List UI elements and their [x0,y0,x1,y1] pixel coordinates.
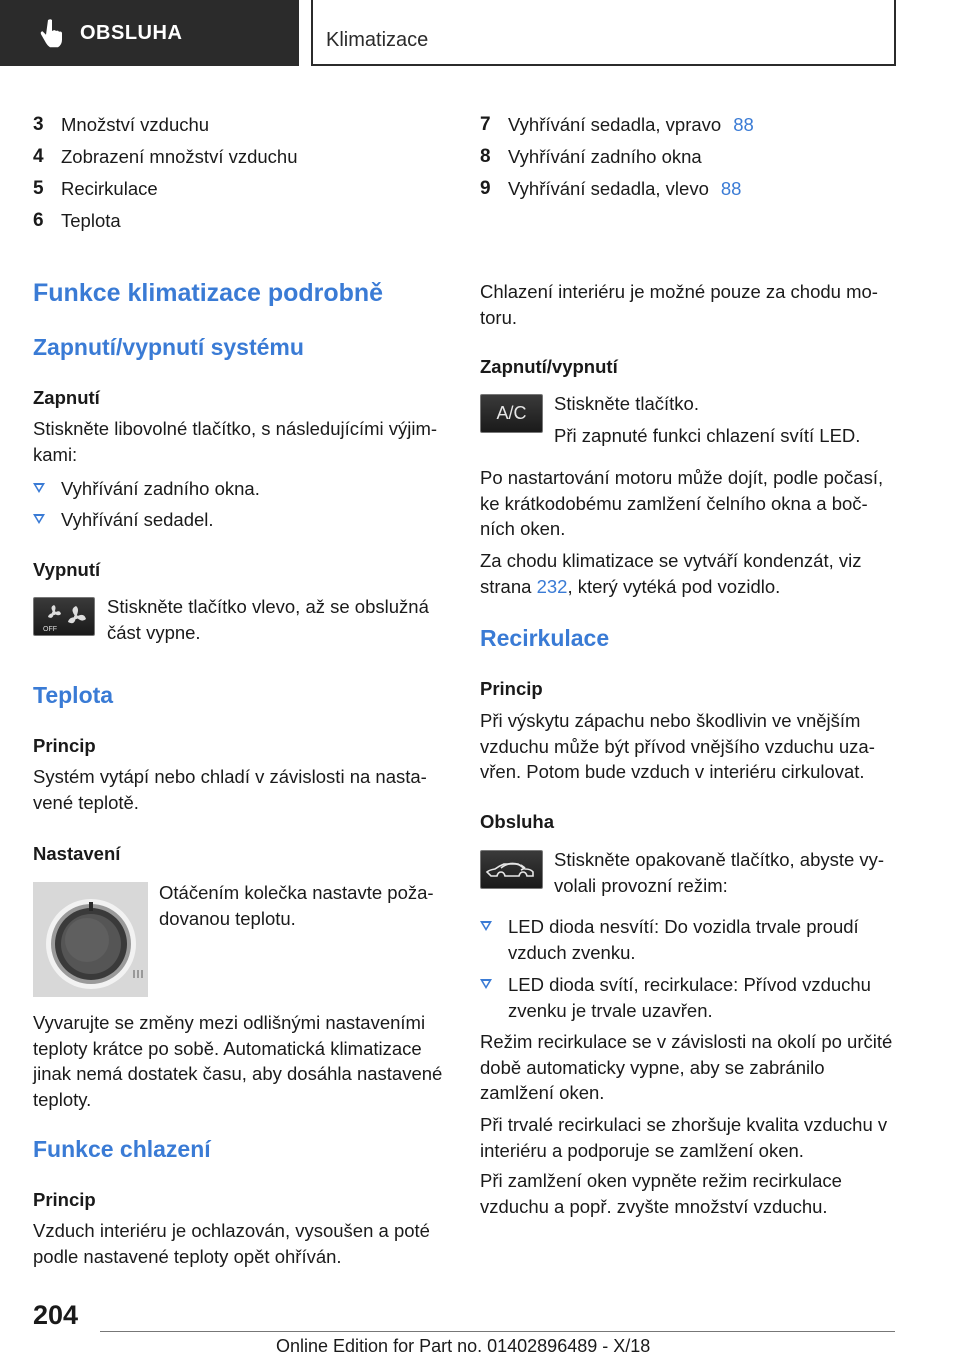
subsection-heading: Recirkulace [480,625,610,651]
paragraph-heading: Princip [480,678,543,699]
body-text: Při zapnuté funkci chlazení svítí LED. [554,425,861,446]
legend-number: 8 [480,145,491,167]
body-text: Vzduch interiéru je ochlazován, vysoušen a poté podle nastavené teploty opět ohříván. [33,1220,430,1267]
legend-text: Vyhřívání sedadla, vlevo [508,177,709,199]
bullet-item [480,914,900,965]
body-text: Stiskněte tlačítko. [554,393,699,414]
body-text: Po nastartování motoru může dojít, podle počasí, ke krátkodobému zamlžení čelního okna a boč‐ních oken. [480,467,884,539]
subsection-heading: Zapnutí/vypnutí systému [33,334,304,360]
page-reference-link[interactable]: 232 [536,575,568,597]
paragraph-heading: Obsluha [480,811,555,832]
legend-item [33,204,448,236]
subsection-heading: Teplota [33,682,114,708]
body-text: Vyvarujte se změny mezi odlišnými nastaveními teploty krátce po sobě. Automatická klimatizace jinak nemá dostatek času, aby dosáhla nastavené teploty. [33,1012,443,1110]
paragraph-heading: Vypnutí [33,559,101,580]
bullet-triangle-icon [480,979,492,989]
body-text: Stiskněte libovolné tlačítko, s následujícími výjim‐kami: [33,418,438,465]
temperature-knob-image [33,882,148,997]
legend-text: Teplota [61,209,121,231]
section-title: Klimatizace [326,29,429,51]
paragraph-heading: Zapnutí/vypnutí [480,356,618,377]
off-button-image [33,597,95,636]
legend-number: 9 [480,177,491,199]
legend-number: 7 [480,113,491,135]
bullet-item [33,507,448,533]
body-text: Při výskytu zápachu nebo škodlivin ve vnějším vzduchu může být přívod vnějšího vzduchu uza‐vřen. Potom bude vzduch v interiéru cirkulovat. [480,710,875,782]
bullet-text: Vyhřívání zadního okna. [61,478,260,499]
paragraph-heading: Princip [33,1189,96,1210]
paragraph-heading: Princip [33,735,96,756]
legend-number: 3 [33,113,44,135]
hand-pointer-icon [36,16,70,50]
page-reference-link[interactable]: 88 [733,113,754,135]
footer-divider [100,1331,895,1332]
recirculation-button-image [480,850,543,889]
off-button-label: OFF [43,626,57,633]
section-header [311,0,896,66]
ac-button-image [480,394,543,433]
body-text: Otáčením kolečka nastavte poža‐dovanou teplotu. [159,882,434,929]
paragraph-heading: Zapnutí [33,387,100,408]
legend-text: Množství vzduchu [61,113,210,135]
legend-number: 5 [33,177,44,199]
rotary-knob-icon [33,882,148,997]
bullet-item [480,972,900,1023]
legend-text: Vyhřívání zadního okna [508,145,702,167]
bullet-item [33,476,448,502]
page-reference-link[interactable]: 88 [720,177,742,199]
legend-number: 6 [33,209,44,231]
subsection-heading: Funkce chlazení [33,1136,211,1162]
legend-item [33,172,448,204]
legend-item [480,172,900,204]
legend-item [480,140,900,172]
legend-text: Recirkulace [61,177,158,199]
body-text: Při zamlžení oken vypněte režim recirkulace vzduchu a popř. zvyšte množství vzduchu. [480,1170,842,1217]
legend-number: 4 [33,145,44,167]
chapter-tab-label: OBSLUHA [80,21,183,44]
body-text-part: , který vytéká pod vozidlo. [567,575,781,597]
section-heading: Funkce klimatizace podrobně [33,279,384,307]
bullet-triangle-icon [33,514,45,524]
recirculation-car-icon [481,851,544,890]
bullet-text: Vyhřívání sedadel. [61,509,214,530]
body-text: Stiskněte tlačítko vlevo, až se obslužná část vypne. [107,596,429,643]
page-number: 204 [33,1300,79,1330]
bullet-text: LED dioda nesvítí: Do vozidla trvale proudí vzduch zvenku. [508,916,859,963]
fan-off-icon [34,598,96,637]
legend-text: Vyhřívání sedadla, vpravo [508,113,722,135]
ac-button-label: A/C [496,403,527,423]
footer-edition: Online Edition for Part no. 01402896489 - X/18 [276,1336,651,1356]
paragraph-heading: Nastavení [33,843,121,864]
body-text: Režim recirkulace se v závislosti na okolí po určité době automaticky vypne, aby se zabránilo zamlžení oken. [480,1031,893,1103]
legend-item [33,140,448,172]
legend-list-left [33,108,448,236]
body-text-part: Za chodu klimatizace se vytváří kondenzát, viz strana [480,550,862,597]
bullet-text: LED dioda svítí, recirkulace: Přívod vzduchu zvenku je trvale uzavřen. [508,974,871,1021]
body-text: Při trvalé recirkulaci se zhoršuje kvalita vzduchu v interiéru a podporuje se zamlžení oken. [480,1114,888,1161]
body-text [480,548,900,599]
bullet-triangle-icon [33,483,45,493]
body-text: Systém vytápí nebo chladí v závislosti na nasta‐vené teplotě. [33,766,427,813]
legend-text: Zobrazení množství vzduchu [61,145,298,167]
legend-list-right [480,108,900,204]
chapter-tab[interactable] [0,0,299,66]
body-text: Stiskněte opakovaně tlačítko, abyste vy‐volali provozní režim: [554,849,885,896]
bullet-triangle-icon [480,921,492,931]
legend-item [480,108,900,140]
body-text: Chlazení interiéru je možné pouze za chodu mo‐toru. [480,281,878,328]
legend-item [33,108,448,140]
